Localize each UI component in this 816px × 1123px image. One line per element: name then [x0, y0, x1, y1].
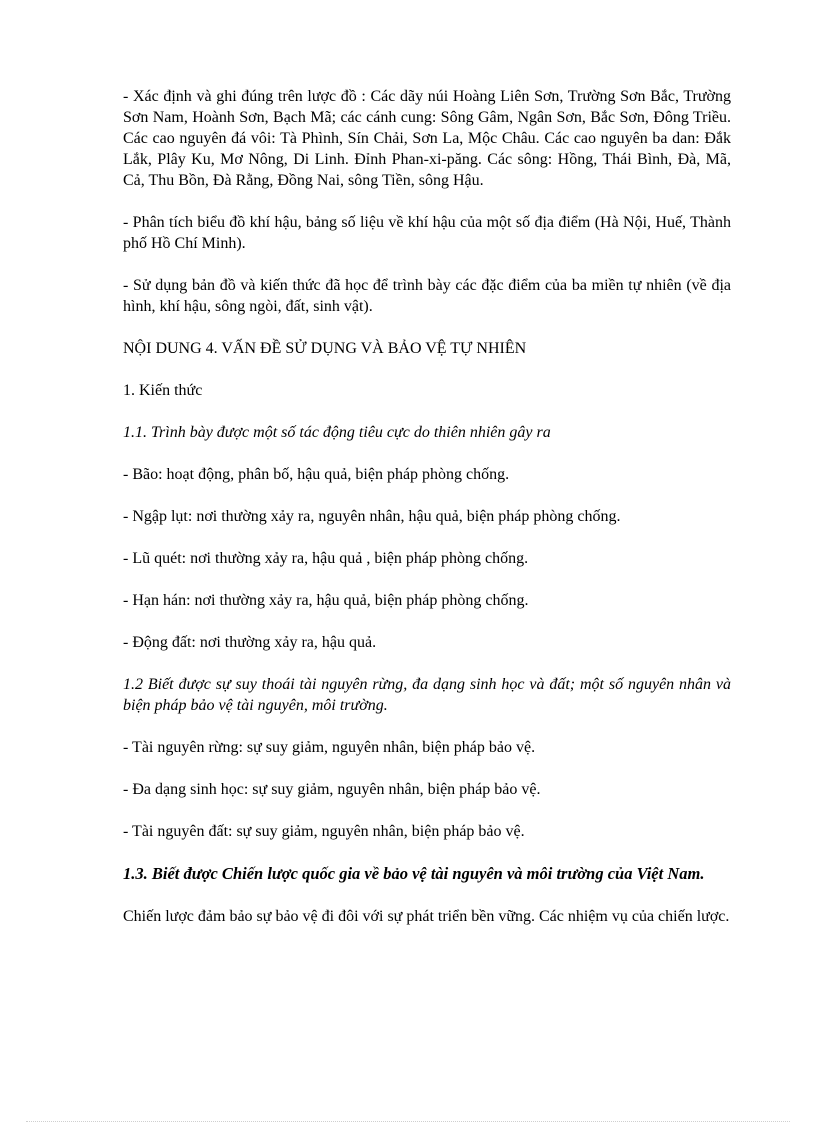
subheading-knowledge: 1. Kiến thức — [123, 382, 203, 399]
section-heading: NỘI DUNG 4. VẤN ĐỀ SỬ DỤNG VÀ BẢO VỆ TỰ NHIÊN — [123, 340, 527, 357]
paragraph-map-task: - Xác định và ghi đúng trên lược đồ : Các dãy núi Hoàng Liên Sơn, Trường Sơn Bắc, Trường Sơn Nam, Hoành Sơn, Bạch Mã; các cánh cung: Sông Gâm, Ngân Sơn, Bắc Sơn, Đông Triều. Các cao nguyên đá vôi: Tà Phình, Sín Chải, Sơn La, Mộc Châu. Các cao nguyên ba dan: Đắk Lắk, Plây Ku, Mơ Nông, Di Linh. Đỉnh Phan-xi-păng. Các sông: Hồng, Thái Bình, Đà, Mã, Cả, Thu Bồn, Đà Rằng, Đồng Nai, sông Tiền, sông Hậu. — [123, 88, 731, 189]
subheading-1-3: 1.3. Biết được Chiến lược quốc gia về bảo vệ tài nguyên và môi trường của Việt Nam. — [123, 864, 705, 883]
paragraph-natural-regions: - Sử dụng bản đồ và kiến thức đã học để trình bày các đặc điểm của ba miền tự nhiên (về địa hình, khí hậu, sông ngòi, đất, sinh vật). — [123, 277, 731, 315]
paragraph-strategy: Chiến lược đảm bảo sự bảo vệ đi đôi với sự phát triển bền vững. Các nhiệm vụ của chiến lược. — [123, 908, 730, 925]
paragraph-climate-analysis: - Phân tích biểu đồ khí hậu, bảng số liệu về khí hậu của một số địa điểm (Hà Nội, Huế, Thành phố Hồ Chí Minh). — [123, 214, 731, 252]
list-item-storm: - Bão: hoạt động, phân bố, hậu quả, biện pháp phòng chống. — [123, 466, 510, 483]
subheading-1-2: 1.2 Biết được sự suy thoái tài nguyên rừng, đa dạng sinh học và đất; một số nguyên nhân và biện pháp bảo vệ tài nguyên, môi trường. — [123, 676, 731, 714]
list-item-land: - Tài nguyên đất: sự suy giảm, nguyên nhân, biện pháp bảo vệ. — [123, 823, 525, 840]
list-item-flood: - Ngập lụt: nơi thường xảy ra, nguyên nhân, hậu quả, biện pháp phòng chống. — [123, 508, 621, 525]
list-item-drought: - Hạn hán: nơi thường xảy ra, hậu quả, biện pháp phòng chống. — [123, 592, 529, 609]
document-page — [123, 86, 731, 948]
page-bottom-divider — [26, 1121, 790, 1122]
subheading-1-1: 1.1. Trình bày được một số tác động tiêu cực do thiên nhiên gây ra — [123, 424, 551, 441]
list-item-forest: - Tài nguyên rừng: sự suy giảm, nguyên nhân, biện pháp bảo vệ. — [123, 739, 536, 756]
list-item-biodiversity: - Đa dạng sinh học: sự suy giảm, nguyên nhân, biện pháp bảo vệ. — [123, 781, 541, 798]
list-item-flash-flood: - Lũ quét: nơi thường xảy ra, hậu quả , biện pháp phòng chống. — [123, 550, 529, 567]
list-item-earthquake: - Động đất: nơi thường xảy ra, hậu quả. — [123, 634, 377, 651]
